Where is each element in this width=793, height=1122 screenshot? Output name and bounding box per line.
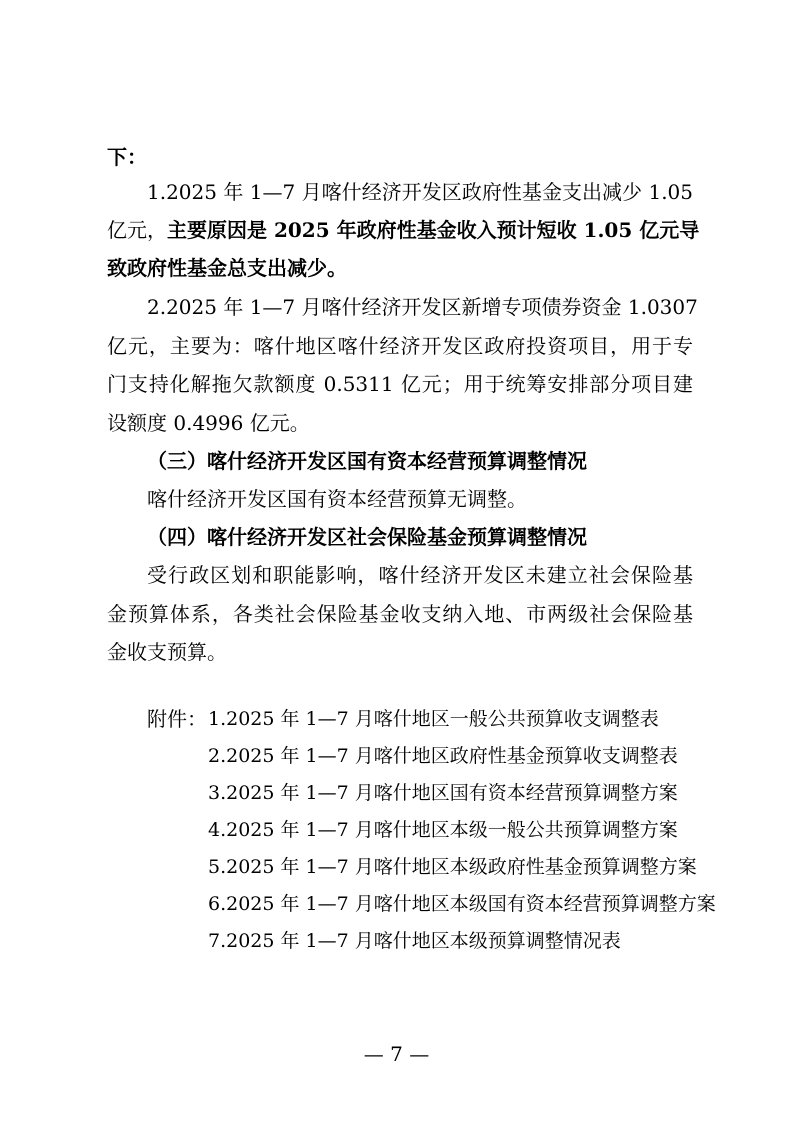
attachment-item-4: 4.2025 年 1—7 月喀什地区本级一般公共预算调整方案 <box>208 819 678 841</box>
continuation-line: 下： <box>107 145 147 169</box>
paragraph-2-line-2: 亿元，主要为：喀什地区喀什经济开发区政府投资项目，用于专 <box>107 334 693 358</box>
paragraph-2-line-1: 2.2025 年 1—7 月喀什经济开发区新增专项债券资金 1.0307 <box>147 295 698 319</box>
paragraph-2-line-3: 门支持化解拖欠款额度 0.5311 亿元；用于统筹安排部分项目建 <box>107 372 693 396</box>
section-heading-3: （三）喀什经济开发区国有资本经营预算调整情况 <box>147 449 587 473</box>
paragraph-3: 喀什经济开发区国有资本经营预算无调整。 <box>147 487 527 511</box>
paragraph-4-line-2: 金预算体系，各类社会保险基金收支纳入地、市两级社会保险基 <box>107 602 693 626</box>
paragraph-1-line-3: 致政府性基金总支出减少。 <box>107 256 347 280</box>
paragraph-1-line-2 <box>107 215 700 245</box>
paragraph-1-normal-text: 亿元， <box>107 218 167 242</box>
attachment-item-3: 3.2025 年 1—7 月喀什地区国有资本经营预算调整方案 <box>208 782 678 804</box>
paragraph-1-line-1: 1.2025 年 1—7 月喀什经济开发区政府性基金支出减少 1.05 <box>147 180 693 204</box>
attachment-item-5: 5.2025 年 1—7 月喀什地区本级政府性基金预算调整方案 <box>208 856 697 878</box>
section-heading-4: （四）喀什经济开发区社会保险基金预算调整情况 <box>147 525 587 549</box>
attachment-item-7: 7.2025 年 1—7 月喀什地区本级预算调整情况表 <box>208 930 621 952</box>
attachment-item-6: 6.2025 年 1—7 月喀什地区本级国有资本经营预算调整方案 <box>208 893 716 915</box>
paragraph-1-bold-text: 主要原因是 2025 年政府性基金收入预计短收 1.05 亿元导 <box>167 218 700 242</box>
attachment-item-1: 1.2025 年 1—7 月喀什地区一般公共预算收支调整表 <box>208 708 659 730</box>
attachments-label: 附件： <box>147 707 207 731</box>
page-number: — 7 — <box>363 1042 430 1066</box>
paragraph-4-line-1: 受行政区划和职能影响，喀什经济开发区未建立社会保险基 <box>147 563 693 587</box>
paragraph-4-line-3: 金收支预算。 <box>107 640 227 664</box>
paragraph-2-line-4: 设额度 0.4996 亿元。 <box>107 411 310 435</box>
attachment-item-2: 2.2025 年 1—7 月喀什地区政府性基金预算收支调整表 <box>208 745 678 767</box>
